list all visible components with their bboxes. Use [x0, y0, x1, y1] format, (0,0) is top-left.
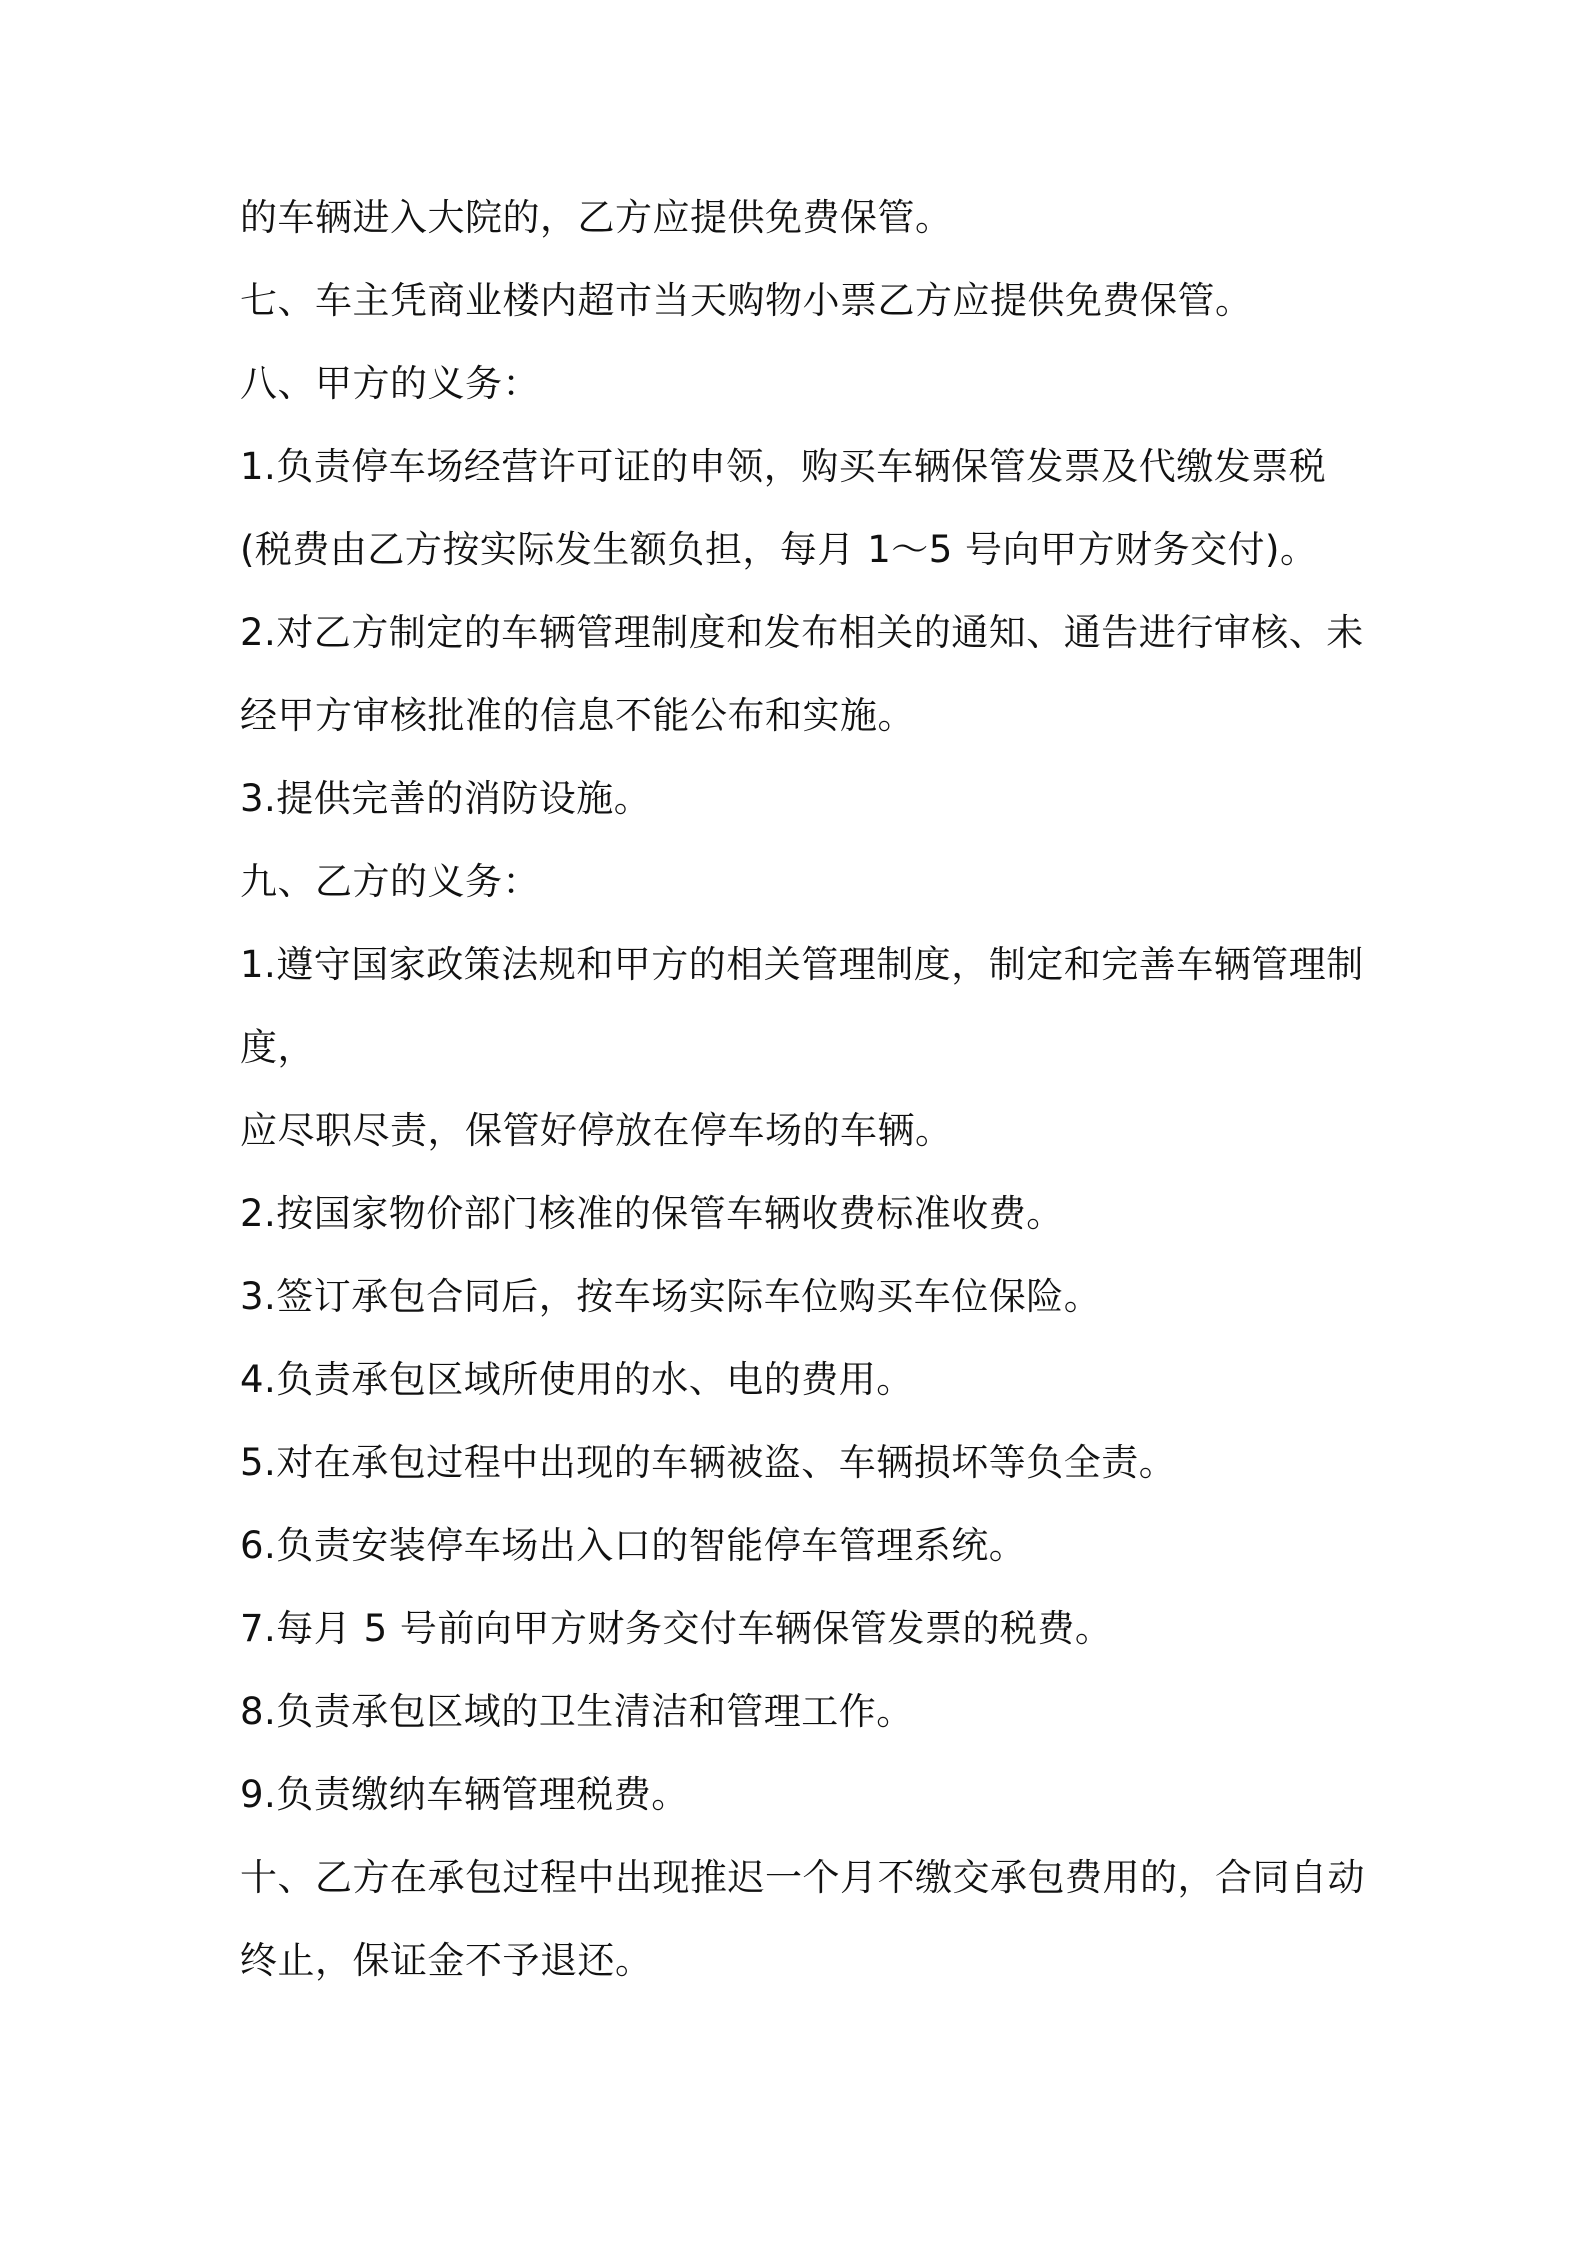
- clause-8-heading: 八、甲方的义务：: [240, 362, 540, 405]
- clause-8-item-2: 2.对乙方制定的车辆管理制度和发布相关的通知、通告进行审核、未: [240, 611, 1364, 654]
- clause-9-heading: 九、乙方的义务：: [240, 860, 540, 903]
- clause-10: 十、乙方在承包过程中出现推迟一个月不缴交承包费用的，合同自动: [240, 1856, 1365, 1899]
- clause-9-item-7: 7.每月 5 号前向甲方财务交付车辆保管发票的税费。: [240, 1607, 1113, 1650]
- clause-8-item-1-cont: (税费由乙方按实际发生额负担，每月 1～5 号向甲方财务交付)。: [240, 528, 1318, 571]
- clause-9-item-1-cont: 度，: [240, 1026, 315, 1069]
- clause-7: 七、车主凭商业楼内超市当天购物小票乙方应提供免费保管。: [240, 279, 1253, 322]
- clause-9-item-3: 3.签订承包合同后，按车场实际车位购买车位保险。: [240, 1275, 1102, 1318]
- clause-9-item-6: 6.负责安装停车场出入口的智能停车管理系统。: [240, 1524, 1027, 1567]
- document-body: [240, 196, 1365, 2022]
- clause-9-item-1-cont-2: 应尽职尽责，保管好停放在停车场的车辆。: [240, 1109, 953, 1152]
- clause-8-item-3: 3.提供完善的消防设施。: [240, 777, 652, 820]
- clause-8-item-2-cont: 经甲方审核批准的信息不能公布和实施。: [240, 694, 915, 737]
- clause-9-item-1: 1.遵守国家政策法规和甲方的相关管理制度，制定和完善车辆管理制: [240, 943, 1364, 986]
- clause-9-item-4: 4.负责承包区域所使用的水、电的费用。: [240, 1358, 914, 1401]
- clause-9-item-8: 8.负责承包区域的卫生清洁和管理工作。: [240, 1690, 914, 1733]
- text-line: 的车辆进入大院的，乙方应提供免费保管。: [240, 196, 953, 239]
- clause-9-item-9: 9.负责缴纳车辆管理税费。: [240, 1773, 689, 1816]
- clause-9-item-5: 5.对在承包过程中出现的车辆被盗、车辆损坏等负全责。: [240, 1441, 1177, 1484]
- clause-9-item-2: 2.按国家物价部门核准的保管车辆收费标准收费。: [240, 1192, 1064, 1235]
- clause-10-cont: 终止，保证金不予退还。: [240, 1939, 653, 1982]
- clause-8-item-1: 1.负责停车场经营许可证的申领，购买车辆保管发票及代缴发票税: [240, 445, 1327, 488]
